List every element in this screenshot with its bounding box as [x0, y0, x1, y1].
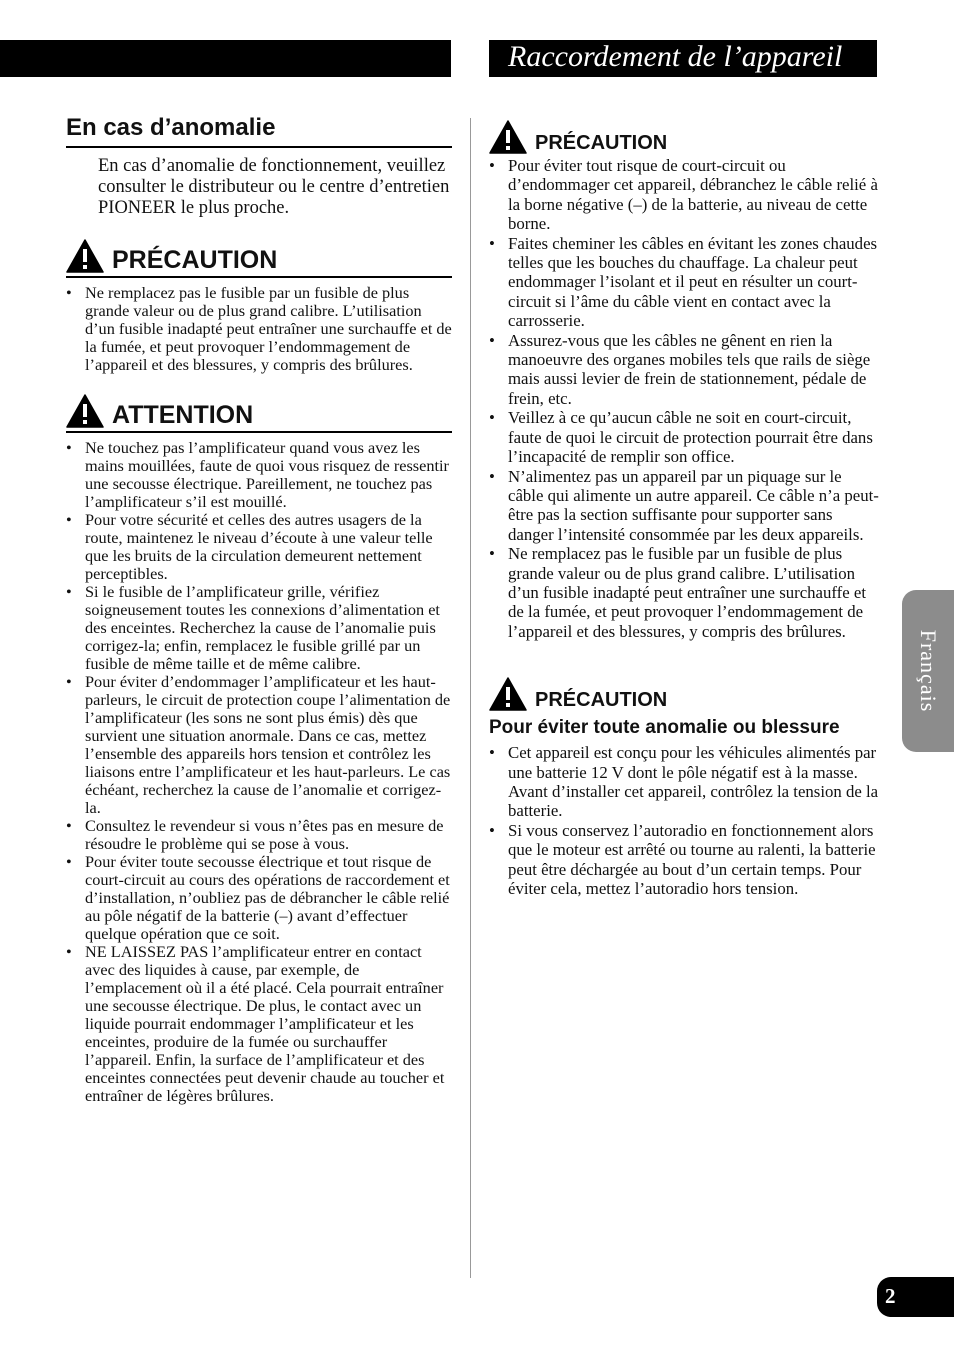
page-number-tab: [877, 1277, 954, 1317]
list-item: • Ne remplacez pas le fusible par un fusible de plus grande valeur ou de plus grand calibre. L’utilisation d’un fusible inadapté peut entraîner une surchauffe et de la fumée, et peut provoquer l’endommagement de l’appareil et des blessures, y compris des brûlures.: [489, 544, 879, 641]
page-title: Raccordement de l’appareil: [508, 40, 843, 73]
language-tab: [902, 590, 954, 752]
precaution-section-right-2: [489, 677, 879, 898]
language-tab-label: Français: [916, 629, 941, 713]
precaution-section-right-1: [489, 120, 879, 641]
list-item: • Pour votre sécurité et celles des autres usagers de la route, maintenez le niveau d’écoute à une valeur telle que les bruits de la circulation demeurent nettement perceptibles.: [66, 511, 452, 583]
anomaly-heading: En cas d’anomalie: [66, 112, 452, 148]
attention-title: ATTENTION: [112, 401, 254, 429]
precaution-title: PRÉCAUTION: [112, 246, 278, 274]
attention-section: [66, 394, 452, 1105]
list-item: • Pour éviter toute secousse électrique et tout risque de court-circuit au cours des opérations de raccordement et d’installation, n’oubliez pas de débrancher le câble relié au pôle négatif de la batterie (–) avant d’effectuer quelque opération que ce soit.: [66, 853, 452, 943]
precaution-list: [489, 156, 879, 641]
precaution-list: [66, 284, 452, 374]
column-divider: [470, 118, 471, 1278]
precaution-subheading: Pour éviter toute anomalie ou blessure: [489, 717, 840, 739]
list-item: • N’alimentez pas un appareil par un piquage sur le câble qui alimente un autre appareil. Ce câble n’a peut-être pas la section suffisante pour supporter sans danger l’intensité consommée par les deux appareils.: [489, 467, 879, 545]
header-bar-left: [0, 40, 451, 77]
left-column: [66, 112, 452, 1105]
precaution-list: [489, 743, 879, 898]
precaution-header: [66, 239, 452, 278]
precaution-header: [489, 120, 879, 154]
anomaly-text: En cas d’anomalie de fonctionnement, veuillez consulter le distributeur ou le centre d’entretien PIONEER le plus proche.: [98, 156, 450, 218]
warning-icon: [489, 120, 527, 154]
warning-icon: [66, 394, 104, 428]
list-item: • Pour éviter d’endommager l’amplificateur et les haut-parleurs, le circuit de protection coupe l’alimentation de l’amplificateur (les sons ne sont plus émis) dès que survient une situation anormale. Dans ce cas, mettez l’ensemble des appareils hors tension et contrôlez les liaisons entre l’amplificateur et les haut-parleurs. Le cas échéant, recherchez la cause de l’anomalie et corrigez-la.: [66, 673, 452, 817]
precaution-section: [66, 239, 452, 374]
list-item: • NE LAISSEZ PAS l’amplificateur entrer en contact avec des liquides à cause, par exemple, de l’emplacement où il a été placé. Cela pourrait entraîner une secousse électrique. De plus, le contact avec un liquide pourrait endommager l’amplificateur et les enceintes, produire de la fumée ou surchauffer l’appareil. Enfin, la surface de l’amplificateur et des enceintes connectées peut devenir chaude au toucher et entraîner de légères brûlures.: [66, 943, 452, 1105]
right-column: [489, 120, 879, 898]
list-item: • Faites cheminer les câbles en évitant les zones chaudes telles que les bouches du chauffage. La chaleur peut endommager l’isolant et il peut en résulter un court-circuit si l’âme du câble vient en contact avec la carrosserie.: [489, 234, 879, 331]
list-item: • Veillez à ce qu’aucun câble ne soit en court-circuit, faute de quoi le circuit de protection pourrait être dans l’incapacité de remplir son office.: [489, 408, 879, 466]
precaution-header: [489, 677, 879, 711]
list-item: • Si vous conservez l’autoradio en fonctionnement alors que le moteur est arrêté ou tourne au ralenti, la batterie peut être déchargée au bout d’un certain temps. Pour éviter cela, mettez l’autoradio hors tension.: [489, 821, 879, 899]
precaution-title: PRÉCAUTION: [535, 132, 668, 154]
attention-header: [66, 394, 452, 433]
list-item: • Ne touchez pas l’amplificateur quand vous avez les mains mouillées, faute de quoi vous risquez de ressentir une secousse électrique. Pareillement, ne touchez pas l’amplificateur s’il est mouillé.: [66, 439, 452, 511]
list-item: • Consultez le revendeur si vous n’êtes pas en mesure de résoudre le problème qui se pose à vous.: [66, 817, 452, 853]
list-item: • Cet appareil est conçu pour les véhicules alimentés par une batterie 12 V dont le pôle négatif est à la masse. Avant d’installer cet appareil, contrôlez la tension de la batterie.: [489, 743, 879, 821]
attention-list: [66, 439, 452, 1105]
warning-icon: [66, 239, 104, 273]
page-number: 2: [885, 1284, 896, 1308]
list-item: • Pour éviter tout risque de court-circuit ou d’endommager cet appareil, débranchez le câble relié à la borne négative (–) de la batterie, au niveau de cette borne.: [489, 156, 879, 234]
warning-icon: [489, 677, 527, 711]
list-item: • Ne remplacez pas le fusible par un fusible de plus grande valeur ou de plus grand calibre. L’utilisation d’un fusible inadapté peut entraîner une surchauffe et de la fumée, et peut provoquer l’endommagement de l’appareil et des blessures, y compris des brûlures.: [66, 284, 452, 374]
list-item: • Assurez-vous que les câbles ne gênent en rien la manoeuvre des organes mobiles tels que rails de siège mais aussi levier de frein de stationnement, pédale de frein, etc.: [489, 331, 879, 409]
precaution-title: PRÉCAUTION: [535, 689, 668, 712]
list-item: • Si le fusible de l’amplificateur grille, vérifiez soigneusement toutes les connexions d’alimentation et des enceintes. Recherchez la cause de l’anomalie puis corrigez-la; enfin, remplacez le fusible grillé par un fusible de même taille et de même calibre.: [66, 583, 452, 673]
